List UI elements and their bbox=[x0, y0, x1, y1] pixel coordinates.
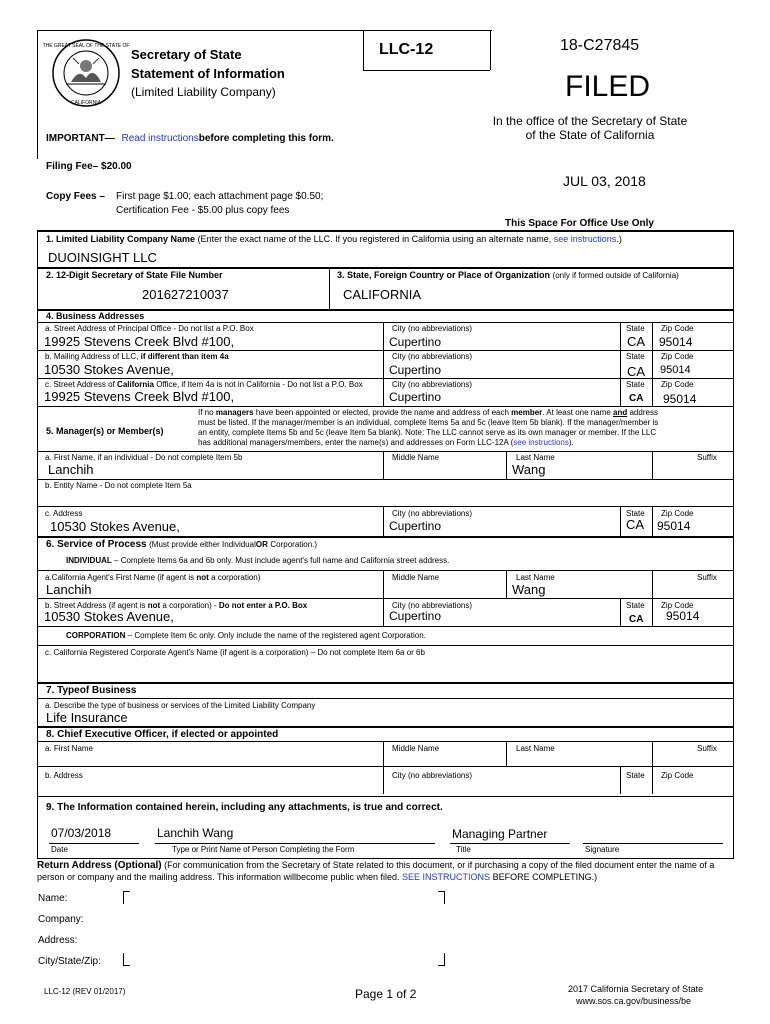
s8b-state-label: State bbox=[626, 771, 645, 780]
s5c-state-label: State bbox=[626, 509, 645, 518]
s4a-zip-label: Zip Code bbox=[661, 324, 694, 333]
divider bbox=[37, 267, 734, 269]
s4c-label-post: Office, if Item 4a is not in California - Do not list a P.O. Box bbox=[156, 380, 363, 389]
return-line2 bbox=[37, 873, 597, 882]
bracket-bottom-left bbox=[123, 953, 130, 966]
s6b-label-bold: Do not enter a P.O. Box bbox=[218, 601, 308, 610]
bracket-bottom-right bbox=[438, 953, 445, 966]
divider bbox=[652, 598, 653, 626]
s4a-city-label: City (no abbreviations) bbox=[392, 324, 473, 333]
s5a-middle-label: Middle Name bbox=[392, 453, 440, 462]
divider bbox=[37, 506, 734, 507]
filing-fee: Filing Fee– $20.00 bbox=[46, 161, 132, 172]
s5-intro-e: . At least one name bbox=[542, 408, 611, 417]
s6-individual-line bbox=[66, 557, 449, 565]
s7-label: 7. Typeof Business bbox=[46, 685, 137, 696]
s5-intro-b: managers bbox=[215, 408, 254, 417]
divider bbox=[652, 570, 653, 598]
s6-corporation-line bbox=[66, 632, 426, 640]
s4b-zip-value[interactable]: 95014 bbox=[660, 364, 691, 376]
s8b-city-label: City (no abbreviations) bbox=[392, 771, 473, 780]
s6a-last-label: Last Name bbox=[516, 573, 555, 582]
s5-intro-l3: an entity, complete Items 5b and 5c (leave Item 5a blank). Note: The LLC cannot serve as its own manager or member. If the LLC bbox=[198, 428, 657, 437]
s4b-state-label: State bbox=[626, 352, 645, 361]
divider bbox=[37, 698, 734, 699]
divider bbox=[620, 598, 621, 626]
divider bbox=[37, 766, 734, 767]
s9-name-label: Type or Print Name of Person Completing the Form bbox=[172, 845, 355, 854]
divider bbox=[383, 598, 384, 626]
s9-name-value[interactable]: Lanchih Wang bbox=[157, 826, 234, 840]
divider bbox=[383, 322, 384, 406]
s6a-first-value[interactable]: Lanchih bbox=[46, 582, 92, 597]
s6a-label-line bbox=[45, 574, 260, 582]
bracket-top-left bbox=[123, 891, 130, 904]
llc-name-value[interactable]: DUOINSIGHT LLC bbox=[48, 250, 157, 265]
return-text2: person or company and the mailing address. This information willbecome public when filed. bbox=[37, 872, 400, 882]
s4c-street-value[interactable]: 19925 Stevens Creek Blvd #100, bbox=[44, 389, 235, 404]
s4c-state-label: State bbox=[626, 380, 645, 389]
divider bbox=[37, 378, 734, 379]
return-city-label: City/State/Zip: bbox=[38, 956, 101, 967]
footer-url: www.sos.ca.gov/business/be bbox=[576, 996, 692, 1006]
s6a-middle-label: Middle Name bbox=[392, 573, 440, 582]
divider bbox=[620, 766, 621, 794]
return-see-instructions-link[interactable]: SEE INSTRUCTIONS bbox=[402, 872, 491, 882]
divider bbox=[37, 479, 734, 480]
s4a-zip-value[interactable]: 95014 bbox=[659, 335, 693, 349]
s5-intro-l4: has additional managers/members, enter the name(s) and addresses on Form LLC-12A ( bbox=[198, 438, 514, 447]
s4c-city-value[interactable]: Cupertino bbox=[389, 390, 442, 404]
s6a-label-pre: a.California Agent's First Name (if agent is bbox=[45, 573, 195, 582]
divider bbox=[620, 506, 621, 536]
divider bbox=[506, 741, 507, 766]
s6-individual-rest: – Complete Items 6a and 6b only. Must include agent's full name and California street address. bbox=[114, 556, 450, 565]
divider bbox=[383, 741, 384, 794]
s5c-state-value[interactable]: CA bbox=[626, 517, 645, 532]
s6b-zip-value[interactable]: 95014 bbox=[666, 609, 700, 623]
return-label: Return Address (Optional) bbox=[37, 860, 162, 871]
copy-fees-label: Copy Fees – bbox=[46, 191, 105, 202]
s6b-label-mid: a corporation) - bbox=[162, 601, 217, 610]
s5-intro-l4-line bbox=[198, 439, 574, 447]
title-line1: Secretary of State bbox=[131, 47, 242, 62]
s6b-street-value[interactable]: 10530 Stokes Avenue, bbox=[44, 609, 174, 624]
s5c-city-value[interactable]: Cupertino bbox=[389, 519, 442, 533]
s6-corporation-rest: – Complete Item 6c only. Only include the name of the registered agent Corporation. bbox=[127, 631, 426, 640]
divider bbox=[37, 645, 734, 646]
return-name-label: Name: bbox=[38, 893, 68, 904]
s6c-label: c. California Registered Corporate Agent's Name (if agent is a corporation) – Do not complete Item 6a or 6b bbox=[45, 648, 425, 657]
s4b-zip-label: Zip Code bbox=[661, 352, 694, 361]
s1-note-end: .) bbox=[616, 234, 622, 244]
office-line1: In the office of the Secretary of State bbox=[492, 114, 688, 128]
divider bbox=[652, 741, 653, 794]
s6b-state-value[interactable]: CA bbox=[629, 614, 644, 625]
s4b-label-bold: if different than item 4a bbox=[140, 352, 229, 361]
s5c-zip-value[interactable]: 95014 bbox=[657, 519, 691, 533]
divider bbox=[37, 451, 734, 452]
divider bbox=[363, 70, 490, 71]
s8a-last-label: Last Name bbox=[516, 744, 555, 753]
divider bbox=[37, 682, 734, 684]
s4c-label-pre: c. Street Address of bbox=[45, 380, 115, 389]
divider bbox=[506, 570, 507, 598]
s5-intro-l1 bbox=[198, 409, 658, 417]
s1-label-line bbox=[46, 235, 622, 244]
s9-date-label: Date bbox=[51, 845, 68, 854]
s6-individual-bold: INDIVIDUAL bbox=[66, 556, 112, 565]
divider bbox=[329, 267, 330, 309]
office-line2: of the State of California bbox=[525, 128, 655, 142]
s1-see-instructions-link[interactable]: see instructions bbox=[553, 234, 617, 244]
s9-signature-label: Signature bbox=[585, 845, 620, 854]
s5-intro-l2: must be listed. If the manager/member is an individual, complete Items 5a and 5c (leave Item 5b blank). If the manager/member is bbox=[198, 418, 659, 427]
return-address-field[interactable] bbox=[120, 888, 450, 968]
form-code: LLC-12 bbox=[379, 41, 434, 58]
s5c-street-value[interactable]: 10530 Stokes Avenue, bbox=[50, 519, 180, 534]
s7a-label: a. Describe the type of business or services of the Limited Liability Company bbox=[45, 701, 316, 710]
s4b-state-value[interactable]: CA bbox=[627, 364, 646, 379]
filed-stamp: FILED bbox=[565, 70, 651, 103]
s6b-label-pre: b. Street Address (if agent is bbox=[45, 601, 146, 610]
s4b-label-line bbox=[45, 353, 229, 361]
divider bbox=[363, 30, 364, 70]
s9-date-value[interactable]: 07/03/2018 bbox=[51, 826, 112, 840]
s5b-label: b. Entity Name - Do not complete Item 5a bbox=[45, 481, 192, 490]
divider bbox=[37, 726, 734, 728]
copy-fees-line2: Certification Fee - $5.00 plus copy fees bbox=[116, 205, 290, 216]
divider bbox=[652, 451, 653, 479]
s4a-street-value[interactable]: 19925 Stevens Creek Blvd #100, bbox=[44, 334, 235, 349]
s2-label: 2. 12-Digit Secretary of State File Number bbox=[46, 270, 223, 280]
divider bbox=[37, 406, 734, 407]
filed-date: JUL 03, 2018 bbox=[563, 173, 646, 189]
file-number: 18-C27845 bbox=[560, 37, 640, 54]
s6b-city-label: City (no abbreviations) bbox=[392, 601, 473, 610]
s6b-label-not: not bbox=[147, 601, 161, 610]
return-address-label: Address: bbox=[38, 935, 78, 946]
signature-line bbox=[583, 843, 723, 844]
s5-intro-a: If no bbox=[198, 408, 214, 417]
divider bbox=[37, 741, 734, 742]
s5-intro-f: and bbox=[613, 408, 628, 417]
s5-intro-end: ). bbox=[568, 438, 574, 447]
s4a-label: a. Street Address of Principal Office - Do not list a P.O. Box bbox=[45, 324, 254, 333]
title-line bbox=[450, 843, 570, 844]
s4c-state-value[interactable]: CA bbox=[629, 393, 644, 404]
divider bbox=[383, 506, 384, 536]
bracket-top-right bbox=[438, 891, 445, 904]
title-line2: Statement of Information bbox=[131, 66, 285, 81]
divider bbox=[37, 322, 734, 323]
footer-rev: LLC-12 (REV 01/2017) bbox=[44, 987, 126, 996]
important-line bbox=[46, 134, 334, 144]
divider bbox=[620, 322, 621, 406]
seal-bottom-text: CALIFORNIA bbox=[70, 100, 102, 106]
date-line bbox=[49, 843, 139, 844]
s6-label: 6. Service of Process bbox=[46, 539, 147, 550]
s6b-state-label: State bbox=[626, 601, 645, 610]
return-company-label: Company: bbox=[38, 914, 84, 925]
s5-label: 5. Manager(s) or Member(s) bbox=[46, 426, 164, 436]
s6-label-line bbox=[46, 540, 317, 550]
divider bbox=[506, 451, 507, 479]
divider bbox=[37, 570, 734, 571]
state-org-value[interactable]: CALIFORNIA bbox=[343, 287, 422, 302]
office-use-label: This Space For Office Use Only bbox=[505, 218, 654, 229]
s4c-city-label: City (no abbreviations) bbox=[392, 380, 473, 389]
s6a-label-bold: not bbox=[196, 573, 209, 582]
footer-copyright: 2017 California Secretary of State bbox=[568, 984, 704, 994]
s9-title-label: Title bbox=[456, 845, 471, 854]
s8a-label: a. First Name bbox=[45, 744, 94, 753]
state-seal bbox=[42, 38, 130, 108]
s6b-zip-label: Zip Code bbox=[661, 601, 694, 610]
s4c-label-line bbox=[45, 381, 363, 389]
s4b-city-label: City (no abbreviations) bbox=[392, 352, 473, 361]
s4c-zip-label: Zip Code bbox=[661, 380, 694, 389]
s5a-first-value[interactable]: Lanchih bbox=[48, 462, 94, 477]
important-rest: before completing this form. bbox=[198, 133, 334, 144]
s8a-suffix-label: Suffix bbox=[697, 744, 717, 753]
s6b-city-value[interactable]: Cupertino bbox=[389, 609, 442, 623]
s5c-label: c. Address bbox=[45, 509, 83, 518]
s4c-label-bold: California bbox=[117, 380, 154, 389]
return-text2-end: BEFORE COMPLETING.) bbox=[492, 872, 598, 882]
subtitle: (Limited Liability Company) bbox=[131, 85, 276, 99]
s9-title-value[interactable]: Managing Partner bbox=[452, 827, 548, 841]
s5c-zip-label: Zip Code bbox=[661, 509, 694, 518]
s4-label: 4. Business Addresses bbox=[46, 311, 145, 321]
divider bbox=[383, 451, 384, 479]
s4a-city-value[interactable]: Cupertino bbox=[389, 335, 442, 349]
s4c-zip-value[interactable]: 95014 bbox=[663, 392, 697, 406]
s5a-last-label: Last Name bbox=[516, 453, 555, 462]
divider bbox=[490, 30, 491, 70]
s8a-middle-label: Middle Name bbox=[392, 744, 440, 753]
read-instructions-link[interactable]: Read instructions bbox=[121, 133, 199, 144]
s4b-city-value[interactable]: Cupertino bbox=[389, 363, 442, 377]
copy-fees-line1: First page $1.00; each attachment page $0.50; bbox=[116, 191, 324, 202]
s6a-suffix-label: Suffix bbox=[697, 573, 717, 582]
seal-top-text: THE GREAT SEAL OF THE STATE OF bbox=[42, 43, 130, 49]
important-label: IMPORTANT— bbox=[46, 133, 115, 144]
business-type-value[interactable]: Life Insurance bbox=[46, 710, 128, 725]
s5a-suffix-label: Suffix bbox=[697, 453, 717, 462]
s5c-city-label: City (no abbreviations) bbox=[392, 509, 473, 518]
s8b-zip-label: Zip Code bbox=[661, 771, 694, 780]
divider bbox=[37, 626, 734, 627]
s1-note: (Enter the exact name of the LLC. If you registered in California using an alternate name, bbox=[197, 234, 552, 244]
s4a-state-value[interactable]: CA bbox=[627, 334, 646, 349]
name-line bbox=[155, 843, 435, 844]
s5-intro-g: address bbox=[629, 408, 658, 417]
s5-intro-c: have been appointed or elected, provide the name and address of each bbox=[255, 408, 509, 417]
s3-note: (only if formed outside of California) bbox=[552, 271, 679, 280]
s4b-street-value[interactable]: 10530 Stokes Avenue, bbox=[44, 362, 174, 377]
divider bbox=[37, 598, 734, 599]
divider bbox=[652, 322, 653, 406]
divider bbox=[37, 350, 734, 351]
return-text1: (For communication from the Secretary of State related to this document, or if purchasing a copy of the filed document enter the name of a bbox=[164, 860, 715, 870]
s6a-label-post: a corporation) bbox=[211, 573, 261, 582]
return-line1 bbox=[37, 861, 714, 871]
s6a-last-value[interactable]: Wang bbox=[512, 582, 546, 597]
s4b-label-pre: b. Mailing Address of LLC, bbox=[45, 352, 139, 361]
divider bbox=[383, 570, 384, 598]
s6-note-post: Corporation.) bbox=[270, 540, 318, 549]
s6-note-or: OR bbox=[255, 540, 268, 549]
divider bbox=[37, 536, 734, 538]
s5-intro-d: member bbox=[511, 408, 543, 417]
s3-label-line bbox=[337, 271, 679, 280]
divider bbox=[652, 506, 653, 536]
s6-corporation-bold: CORPORATION bbox=[66, 631, 126, 640]
s3-label: 3. State, Foreign Country or Place of Organization bbox=[337, 270, 551, 280]
s8b-label: b. Address bbox=[45, 771, 83, 780]
s1-label: 1. Limited Liability Company Name bbox=[46, 234, 196, 244]
s5-see-instructions-link[interactable]: see instructions bbox=[513, 438, 569, 447]
s9-label: 9. The Information contained herein, including any attachments, is true and correct. bbox=[46, 802, 443, 813]
s8-label: 8. Chief Executive Officer, if elected or appointed bbox=[46, 729, 279, 740]
s5a-last-value[interactable]: Wang bbox=[512, 462, 546, 477]
footer-page: Page 1 of 2 bbox=[355, 987, 417, 1001]
s4a-state-label: State bbox=[626, 324, 645, 333]
s6-note-pre: (Must provide either Individual bbox=[149, 540, 256, 549]
file-number-value[interactable]: 201627210037 bbox=[142, 287, 229, 302]
s5a-label: a. First Name, if an individual - Do not complete Item 5b bbox=[45, 453, 243, 462]
